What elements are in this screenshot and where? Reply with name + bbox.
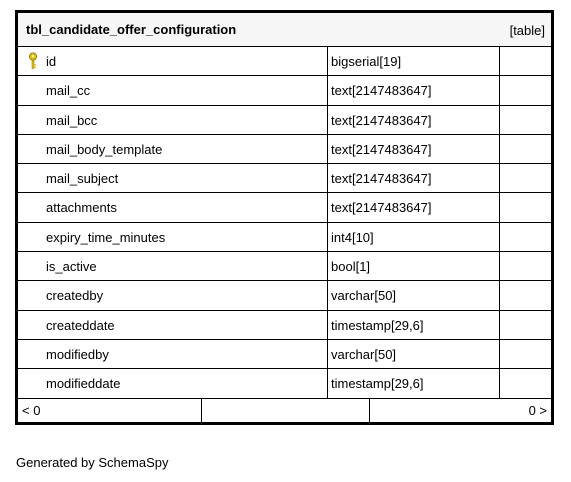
column-name-cell <box>18 311 328 339</box>
column-row <box>18 47 551 76</box>
column-row <box>18 340 551 369</box>
column-name-cell <box>18 106 328 134</box>
column-type: text[2147483647] <box>331 112 432 128</box>
column-type: varchar[50] <box>331 346 397 362</box>
column-name: is_active <box>46 259 97 275</box>
column-row <box>18 193 551 222</box>
column-row <box>18 106 551 135</box>
column-row <box>18 311 551 340</box>
column-name-cell <box>18 164 328 192</box>
column-type-cell <box>328 106 500 134</box>
parent-count-label: < 0 <box>22 403 41 418</box>
table-name: tbl_candidate_offer_configuration <box>26 22 237 37</box>
relationship-footer <box>18 398 551 422</box>
column-list <box>18 47 551 399</box>
column-type: int4[10] <box>331 229 374 245</box>
column-row <box>18 76 551 105</box>
column-name-cell <box>18 252 328 280</box>
column-name: modifiedby <box>46 346 109 362</box>
footer-spacer <box>202 399 370 422</box>
column-type-cell <box>328 47 500 75</box>
child-count <box>370 399 551 422</box>
column-type-cell <box>328 223 500 251</box>
generated-by-text: Generated by SchemaSpy <box>16 455 169 470</box>
column-type-cell <box>328 281 500 309</box>
column-row <box>18 252 551 281</box>
column-type-cell <box>328 164 500 192</box>
parent-count <box>18 399 202 422</box>
column-type-cell <box>328 76 500 104</box>
column-type-cell <box>328 252 500 280</box>
column-type: timestamp[29,6] <box>331 376 424 392</box>
column-type: timestamp[29,6] <box>331 317 424 333</box>
column-type-cell <box>328 340 500 368</box>
column-name: mail_subject <box>46 171 119 187</box>
column-name-cell <box>18 223 328 251</box>
column-name: mail_bcc <box>46 112 98 128</box>
column-row <box>18 135 551 164</box>
table-type-label: [table] <box>509 23 545 38</box>
column-row <box>18 164 551 193</box>
column-type: text[2147483647] <box>331 83 432 99</box>
column-name: createdby <box>46 288 104 304</box>
column-type: text[2147483647] <box>331 200 432 216</box>
column-name-cell <box>18 369 328 397</box>
child-count-label: 0 > <box>528 403 547 418</box>
column-name-cell <box>18 193 328 221</box>
column-name-cell <box>18 281 328 309</box>
column-name: modifieddate <box>46 376 121 392</box>
column-name: attachments <box>46 200 117 216</box>
column-type: text[2147483647] <box>331 171 432 187</box>
column-row <box>18 369 551 398</box>
column-name: id <box>46 54 57 69</box>
column-name-cell <box>18 47 328 75</box>
column-type-cell <box>328 193 500 221</box>
table-entity <box>15 10 554 425</box>
column-row <box>18 281 551 310</box>
column-type-cell <box>328 135 500 163</box>
column-type-cell <box>328 369 500 397</box>
column-name: mail_cc <box>46 83 91 99</box>
column-name-cell <box>18 76 328 104</box>
key-icon <box>27 52 39 70</box>
column-row <box>18 223 551 252</box>
table-header <box>18 13 551 47</box>
column-name-cell <box>18 340 328 368</box>
column-type: bigserial[19] <box>331 54 402 69</box>
column-type: varchar[50] <box>331 288 397 304</box>
column-name: expiry_time_minutes <box>46 229 166 245</box>
column-type: text[2147483647] <box>331 141 432 157</box>
column-type-cell <box>328 311 500 339</box>
column-name: mail_body_template <box>46 141 163 157</box>
column-type: bool[1] <box>331 259 371 275</box>
column-name-cell <box>18 135 328 163</box>
column-name: createddate <box>46 317 115 333</box>
